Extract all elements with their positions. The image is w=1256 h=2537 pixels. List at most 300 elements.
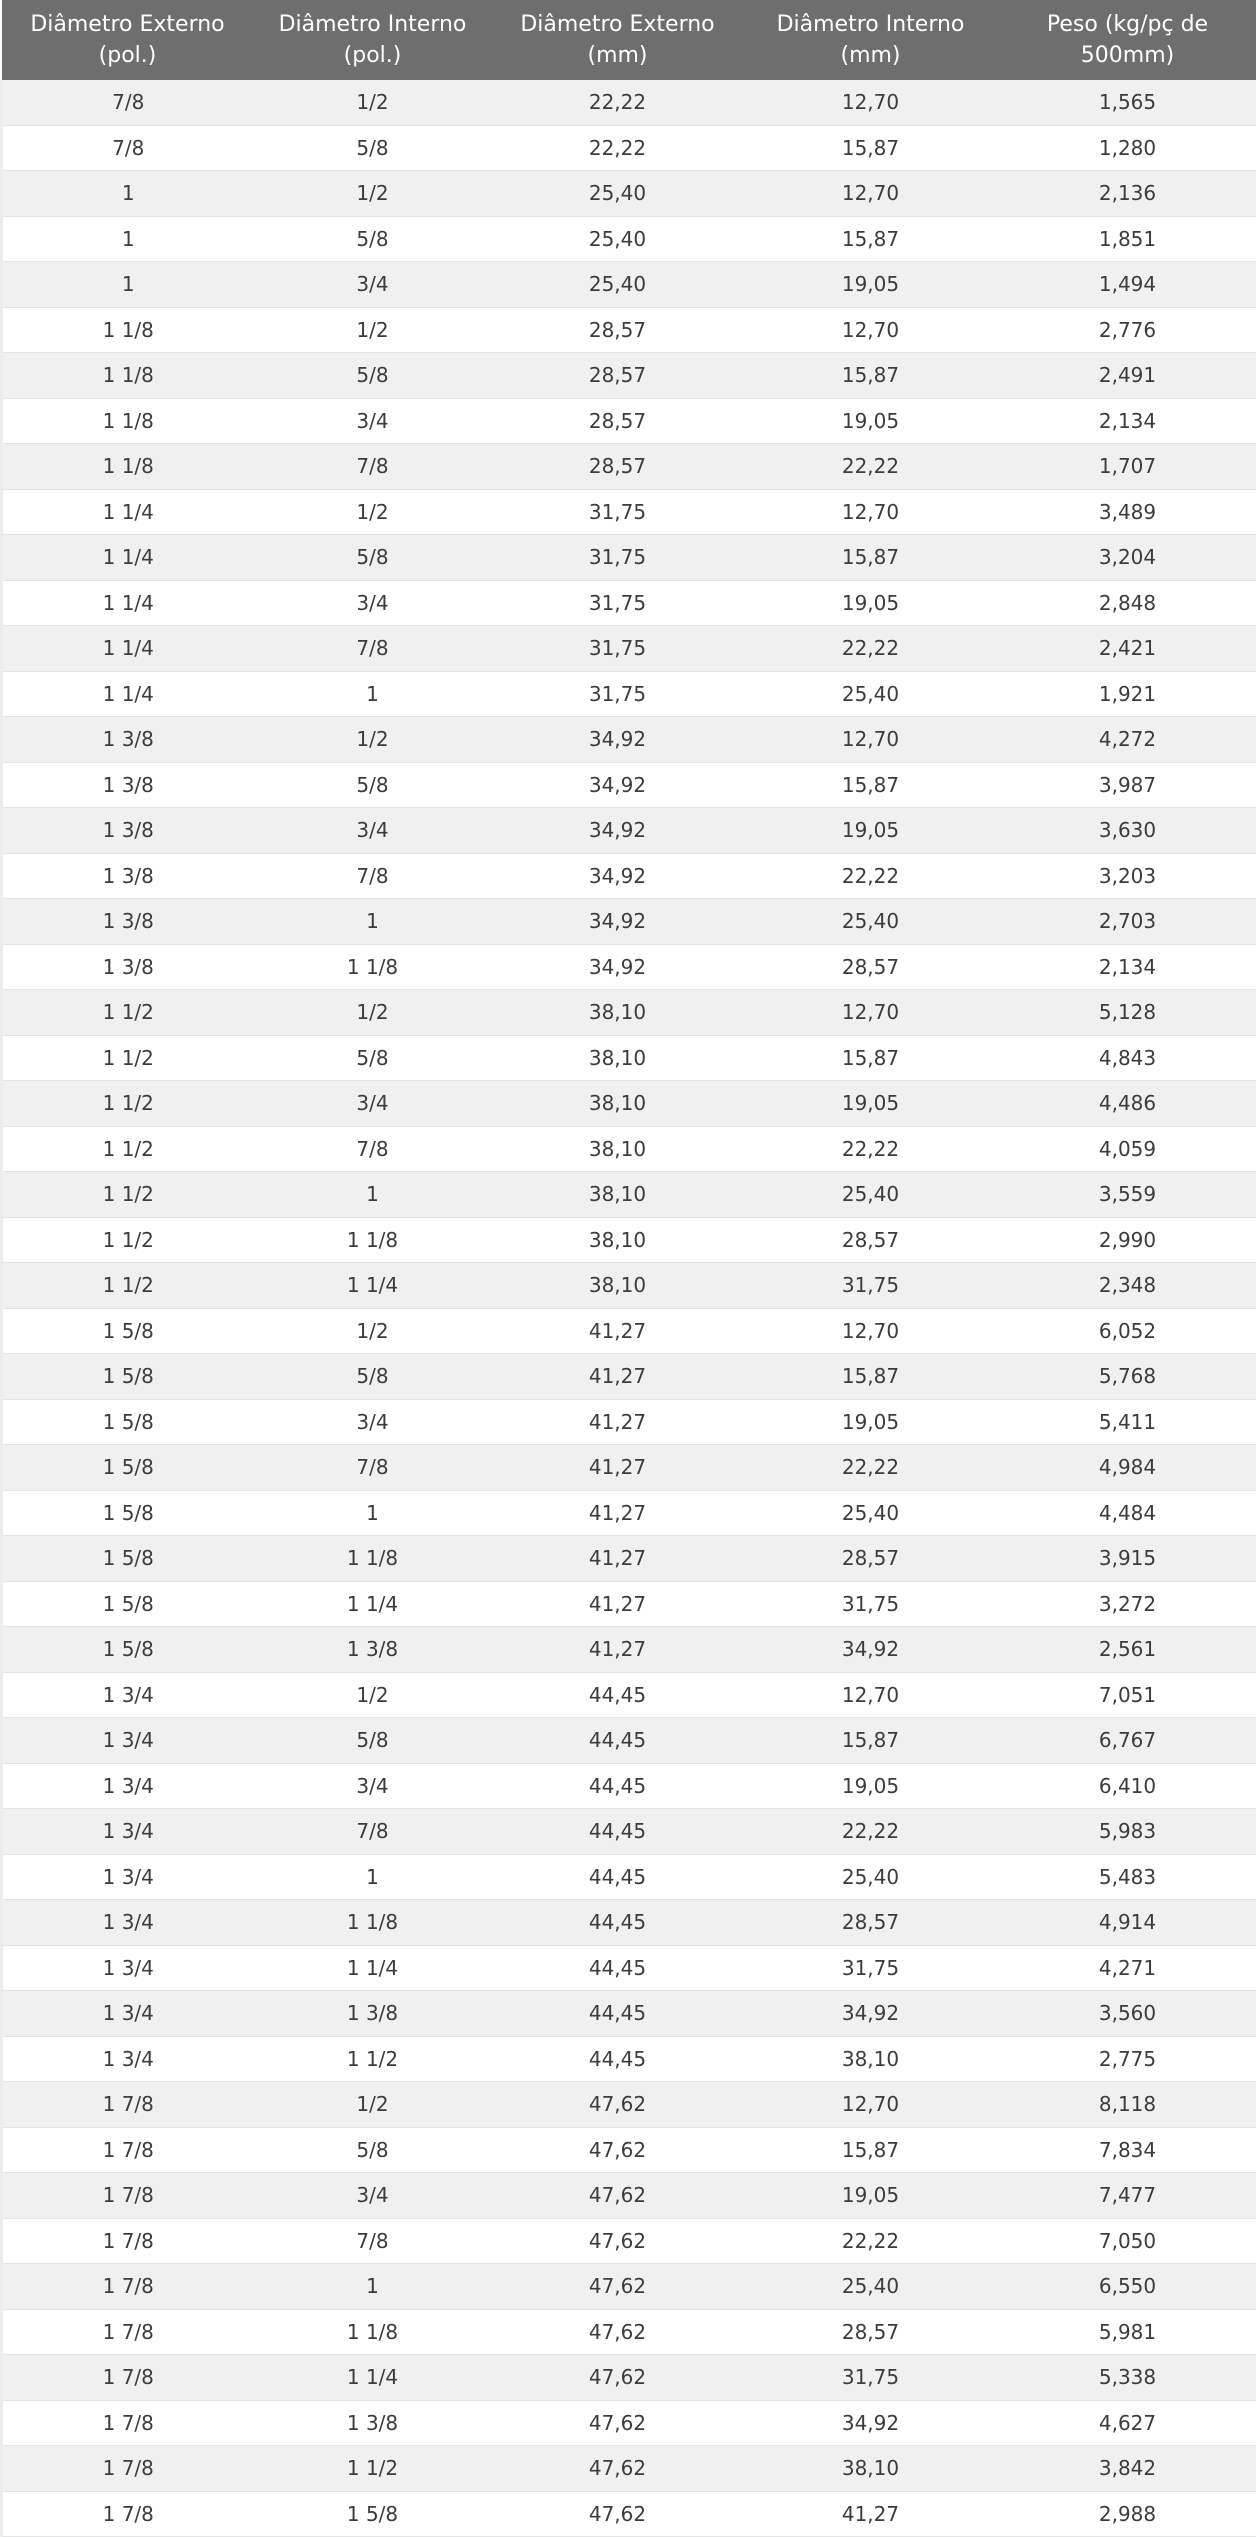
cell-inner-diameter-mm: 12,70 <box>744 307 998 353</box>
table-row <box>2 853 1256 899</box>
cell-weight: 3,915 <box>998 1536 1256 1582</box>
cell-inner-diameter-mm: 25,40 <box>744 1854 998 1900</box>
cell-outer-diameter-mm: 34,92 <box>492 944 744 990</box>
cell-outer-diameter-inch: 1 1/4 <box>2 580 254 626</box>
header-weight-line: 500mm) <box>1081 43 1174 68</box>
cell-outer-diameter-mm: 41,27 <box>492 1581 744 1627</box>
cell-outer-diameter-inch: 1 5/8 <box>2 1536 254 1582</box>
cell-inner-diameter-mm: 15,87 <box>744 1354 998 1400</box>
cell-inner-diameter-inch: 5/8 <box>254 1354 492 1400</box>
cell-inner-diameter-mm: 22,22 <box>744 1809 998 1855</box>
table-row <box>2 489 1256 535</box>
cell-inner-diameter-mm: 38,10 <box>744 2036 998 2082</box>
cell-weight: 3,560 <box>998 1991 1256 2037</box>
cell-inner-diameter-mm: 19,05 <box>744 398 998 444</box>
cell-inner-diameter-inch: 3/4 <box>254 1081 492 1127</box>
cell-weight: 3,204 <box>998 535 1256 581</box>
cell-inner-diameter-mm: 22,22 <box>744 444 998 490</box>
cell-weight: 5,483 <box>998 1854 1256 1900</box>
header-inner-diameter-inch-line: (pol.) <box>344 43 402 68</box>
cell-weight: 1,851 <box>998 216 1256 262</box>
cell-outer-diameter-mm: 44,45 <box>492 1945 744 1991</box>
cell-inner-diameter-mm: 25,40 <box>744 1490 998 1536</box>
cell-inner-diameter-mm: 15,87 <box>744 535 998 581</box>
table-row <box>2 1035 1256 1081</box>
table-row <box>2 2036 1256 2082</box>
table-row <box>2 1308 1256 1354</box>
cell-outer-diameter-mm: 25,40 <box>492 171 744 217</box>
header-outer-diameter-mm-line: Diâmetro Externo <box>520 12 714 37</box>
cell-inner-diameter-mm: 19,05 <box>744 1763 998 1809</box>
cell-inner-diameter-mm: 22,22 <box>744 1126 998 1172</box>
cell-inner-diameter-inch: 1 1/4 <box>254 1581 492 1627</box>
cell-weight: 2,703 <box>998 899 1256 945</box>
cell-inner-diameter-mm: 25,40 <box>744 2264 998 2310</box>
cell-outer-diameter-mm: 38,10 <box>492 1035 744 1081</box>
cell-weight: 2,136 <box>998 171 1256 217</box>
table-row <box>2 626 1256 672</box>
cell-weight: 4,486 <box>998 1081 1256 1127</box>
table-row <box>2 944 1256 990</box>
cell-outer-diameter-mm: 34,92 <box>492 808 744 854</box>
cell-outer-diameter-mm: 47,62 <box>492 2264 744 2310</box>
cell-outer-diameter-mm: 44,45 <box>492 2036 744 2082</box>
cell-inner-diameter-mm: 15,87 <box>744 216 998 262</box>
cell-outer-diameter-inch: 1 <box>2 262 254 308</box>
cell-inner-diameter-mm: 34,92 <box>744 1991 998 2037</box>
cell-inner-diameter-mm: 15,87 <box>744 762 998 808</box>
cell-weight: 3,630 <box>998 808 1256 854</box>
cell-inner-diameter-inch: 5/8 <box>254 353 492 399</box>
cell-weight: 3,203 <box>998 853 1256 899</box>
cell-outer-diameter-inch: 1 5/8 <box>2 1308 254 1354</box>
cell-weight: 2,421 <box>998 626 1256 672</box>
cell-inner-diameter-inch: 3/4 <box>254 1399 492 1445</box>
cell-weight: 5,768 <box>998 1354 1256 1400</box>
cell-weight: 7,050 <box>998 2218 1256 2264</box>
cell-outer-diameter-inch: 1 5/8 <box>2 1581 254 1627</box>
cell-inner-diameter-mm: 15,87 <box>744 2127 998 2173</box>
cell-weight: 2,848 <box>998 580 1256 626</box>
cell-outer-diameter-inch: 1 1/4 <box>2 671 254 717</box>
cell-outer-diameter-mm: 41,27 <box>492 1399 744 1445</box>
cell-outer-diameter-mm: 47,62 <box>492 2491 744 2537</box>
table-row <box>2 1217 1256 1263</box>
cell-outer-diameter-inch: 1 7/8 <box>2 2127 254 2173</box>
cell-outer-diameter-mm: 25,40 <box>492 262 744 308</box>
cell-inner-diameter-mm: 25,40 <box>744 671 998 717</box>
table-header-row <box>2 0 1256 80</box>
cell-outer-diameter-inch: 1 <box>2 171 254 217</box>
cell-outer-diameter-inch: 1 5/8 <box>2 1490 254 1536</box>
cell-weight: 2,134 <box>998 944 1256 990</box>
table-row <box>2 398 1256 444</box>
cell-weight: 3,272 <box>998 1581 1256 1627</box>
cell-outer-diameter-inch: 1 7/8 <box>2 2218 254 2264</box>
cell-weight: 8,118 <box>998 2082 1256 2128</box>
table-row <box>2 1809 1256 1855</box>
cell-outer-diameter-mm: 38,10 <box>492 990 744 1036</box>
cell-inner-diameter-inch: 5/8 <box>254 125 492 171</box>
cell-inner-diameter-mm: 25,40 <box>744 1172 998 1218</box>
cell-inner-diameter-inch: 1/2 <box>254 1672 492 1718</box>
header-inner-diameter-inch <box>254 0 492 80</box>
cell-weight: 2,348 <box>998 1263 1256 1309</box>
cell-weight: 1,921 <box>998 671 1256 717</box>
cell-outer-diameter-inch: 1 3/8 <box>2 762 254 808</box>
cell-inner-diameter-inch: 1 1/8 <box>254 2309 492 2355</box>
cell-inner-diameter-inch: 3/4 <box>254 398 492 444</box>
cell-inner-diameter-mm: 34,92 <box>744 1627 998 1673</box>
cell-outer-diameter-mm: 44,45 <box>492 1991 744 2037</box>
cell-inner-diameter-inch: 1 3/8 <box>254 1627 492 1673</box>
cell-inner-diameter-mm: 34,92 <box>744 2400 998 2446</box>
table-row <box>2 1172 1256 1218</box>
table-row <box>2 1627 1256 1673</box>
cell-inner-diameter-mm: 28,57 <box>744 1900 998 1946</box>
cell-outer-diameter-inch: 1 7/8 <box>2 2173 254 2219</box>
cell-outer-diameter-mm: 22,22 <box>492 125 744 171</box>
cell-outer-diameter-mm: 41,27 <box>492 1445 744 1491</box>
table-row <box>2 307 1256 353</box>
cell-weight: 2,134 <box>998 398 1256 444</box>
cell-outer-diameter-inch: 1 3/4 <box>2 2036 254 2082</box>
cell-outer-diameter-inch: 1 5/8 <box>2 1445 254 1491</box>
cell-inner-diameter-mm: 19,05 <box>744 262 998 308</box>
header-inner-diameter-mm <box>744 0 998 80</box>
cell-outer-diameter-mm: 47,62 <box>492 2082 744 2128</box>
cell-inner-diameter-inch: 1 5/8 <box>254 2491 492 2537</box>
cell-inner-diameter-mm: 31,75 <box>744 1581 998 1627</box>
cell-outer-diameter-inch: 1 1/2 <box>2 1126 254 1172</box>
cell-inner-diameter-inch: 1 1/8 <box>254 1217 492 1263</box>
cell-outer-diameter-inch: 1 5/8 <box>2 1399 254 1445</box>
cell-inner-diameter-mm: 25,40 <box>744 899 998 945</box>
cell-inner-diameter-mm: 15,87 <box>744 353 998 399</box>
cell-outer-diameter-inch: 1 3/4 <box>2 1900 254 1946</box>
cell-outer-diameter-inch: 1 3/4 <box>2 1718 254 1764</box>
cell-inner-diameter-mm: 38,10 <box>744 2446 998 2492</box>
header-outer-diameter-inch <box>2 0 254 80</box>
table-row <box>2 2309 1256 2355</box>
table-row <box>2 990 1256 1036</box>
cell-inner-diameter-inch: 7/8 <box>254 1126 492 1172</box>
cell-outer-diameter-mm: 44,45 <box>492 1763 744 1809</box>
table-body <box>2 80 1256 2537</box>
cell-inner-diameter-mm: 31,75 <box>744 2355 998 2401</box>
cell-inner-diameter-inch: 7/8 <box>254 626 492 672</box>
cell-weight: 6,550 <box>998 2264 1256 2310</box>
cell-inner-diameter-inch: 3/4 <box>254 1763 492 1809</box>
cell-inner-diameter-inch: 5/8 <box>254 1718 492 1764</box>
cell-inner-diameter-inch: 7/8 <box>254 853 492 899</box>
cell-outer-diameter-mm: 44,45 <box>492 1718 744 1764</box>
cell-outer-diameter-mm: 41,27 <box>492 1354 744 1400</box>
cell-inner-diameter-mm: 12,70 <box>744 80 998 125</box>
table-row <box>2 1490 1256 1536</box>
cell-outer-diameter-inch: 1 1/4 <box>2 535 254 581</box>
table-row <box>2 2082 1256 2128</box>
cell-outer-diameter-mm: 44,45 <box>492 1672 744 1718</box>
cell-inner-diameter-mm: 12,70 <box>744 2082 998 2128</box>
table-row <box>2 2446 1256 2492</box>
cell-weight: 3,559 <box>998 1172 1256 1218</box>
cell-outer-diameter-inch: 1 7/8 <box>2 2355 254 2401</box>
table-row <box>2 1126 1256 1172</box>
cell-inner-diameter-mm: 22,22 <box>744 626 998 672</box>
cell-outer-diameter-inch: 1 1/2 <box>2 1217 254 1263</box>
table-row <box>2 2218 1256 2264</box>
cell-weight: 5,981 <box>998 2309 1256 2355</box>
cell-weight: 4,627 <box>998 2400 1256 2446</box>
cell-inner-diameter-inch: 3/4 <box>254 808 492 854</box>
cell-outer-diameter-inch: 1 1/4 <box>2 626 254 672</box>
cell-outer-diameter-inch: 1 1/2 <box>2 1172 254 1218</box>
cell-outer-diameter-inch: 7/8 <box>2 80 254 125</box>
header-outer-diameter-inch-line: (pol.) <box>99 43 157 68</box>
cell-outer-diameter-inch: 1 1/4 <box>2 489 254 535</box>
cell-outer-diameter-mm: 44,45 <box>492 1854 744 1900</box>
cell-weight: 4,484 <box>998 1490 1256 1536</box>
cell-weight: 7,051 <box>998 1672 1256 1718</box>
header-inner-diameter-mm-line: (mm) <box>840 43 900 68</box>
cell-inner-diameter-mm: 12,70 <box>744 1308 998 1354</box>
cell-weight: 5,983 <box>998 1809 1256 1855</box>
cell-inner-diameter-inch: 1 <box>254 899 492 945</box>
cell-inner-diameter-mm: 19,05 <box>744 2173 998 2219</box>
cell-inner-diameter-mm: 12,70 <box>744 990 998 1036</box>
cell-inner-diameter-mm: 15,87 <box>744 1035 998 1081</box>
cell-inner-diameter-inch: 7/8 <box>254 1445 492 1491</box>
cell-inner-diameter-inch: 1 1/8 <box>254 1536 492 1582</box>
cell-inner-diameter-inch: 1 1/8 <box>254 944 492 990</box>
cell-outer-diameter-inch: 1 3/8 <box>2 808 254 854</box>
cell-inner-diameter-mm: 28,57 <box>744 2309 998 2355</box>
cell-outer-diameter-inch: 1 7/8 <box>2 2309 254 2355</box>
cell-outer-diameter-mm: 34,92 <box>492 762 744 808</box>
cell-inner-diameter-mm: 22,22 <box>744 2218 998 2264</box>
cell-outer-diameter-inch: 1 7/8 <box>2 2446 254 2492</box>
cell-outer-diameter-inch: 1 3/8 <box>2 853 254 899</box>
cell-inner-diameter-mm: 22,22 <box>744 1445 998 1491</box>
cell-outer-diameter-mm: 44,45 <box>492 1900 744 1946</box>
cell-outer-diameter-mm: 25,40 <box>492 216 744 262</box>
cell-outer-diameter-mm: 34,92 <box>492 899 744 945</box>
cell-inner-diameter-inch: 5/8 <box>254 216 492 262</box>
cell-outer-diameter-inch: 1 <box>2 216 254 262</box>
cell-outer-diameter-inch: 1 7/8 <box>2 2400 254 2446</box>
cell-outer-diameter-mm: 41,27 <box>492 1490 744 1536</box>
cell-outer-diameter-inch: 1 1/2 <box>2 1081 254 1127</box>
cell-inner-diameter-inch: 1 <box>254 1490 492 1536</box>
cell-inner-diameter-inch: 1/2 <box>254 307 492 353</box>
cell-outer-diameter-inch: 1 3/4 <box>2 1991 254 2037</box>
cell-inner-diameter-inch: 5/8 <box>254 762 492 808</box>
table-row <box>2 1763 1256 1809</box>
cell-inner-diameter-mm: 22,22 <box>744 853 998 899</box>
header-inner-diameter-mm-line: Diâmetro Interno <box>777 12 965 37</box>
cell-inner-diameter-inch: 1 <box>254 2264 492 2310</box>
cell-inner-diameter-inch: 7/8 <box>254 2218 492 2264</box>
cell-inner-diameter-inch: 5/8 <box>254 2127 492 2173</box>
cell-inner-diameter-inch: 3/4 <box>254 2173 492 2219</box>
table-row <box>2 1854 1256 1900</box>
cell-inner-diameter-inch: 1 1/8 <box>254 1900 492 1946</box>
cell-outer-diameter-mm: 47,62 <box>492 2355 744 2401</box>
cell-outer-diameter-mm: 44,45 <box>492 1809 744 1855</box>
cell-outer-diameter-inch: 1 5/8 <box>2 1354 254 1400</box>
cell-outer-diameter-inch: 1 3/8 <box>2 944 254 990</box>
cell-outer-diameter-mm: 28,57 <box>492 353 744 399</box>
table-row <box>2 171 1256 217</box>
cell-outer-diameter-inch: 1 3/4 <box>2 1945 254 1991</box>
cell-inner-diameter-inch: 1 1/4 <box>254 1945 492 1991</box>
cell-inner-diameter-mm: 19,05 <box>744 580 998 626</box>
table-row <box>2 2173 1256 2219</box>
cell-inner-diameter-mm: 19,05 <box>744 1081 998 1127</box>
table-row <box>2 2355 1256 2401</box>
table-row <box>2 535 1256 581</box>
header-inner-diameter-inch-line: Diâmetro Interno <box>279 12 467 37</box>
cell-outer-diameter-mm: 38,10 <box>492 1126 744 1172</box>
cell-inner-diameter-inch: 1 1/4 <box>254 2355 492 2401</box>
cell-inner-diameter-inch: 5/8 <box>254 535 492 581</box>
table-row <box>2 1354 1256 1400</box>
cell-inner-diameter-mm: 15,87 <box>744 1718 998 1764</box>
cell-outer-diameter-mm: 47,62 <box>492 2400 744 2446</box>
cell-outer-diameter-inch: 1 1/2 <box>2 990 254 1036</box>
cell-inner-diameter-inch: 1/2 <box>254 489 492 535</box>
cell-outer-diameter-inch: 1 1/8 <box>2 307 254 353</box>
cell-outer-diameter-mm: 28,57 <box>492 444 744 490</box>
cell-inner-diameter-inch: 1/2 <box>254 1308 492 1354</box>
cell-outer-diameter-mm: 31,75 <box>492 535 744 581</box>
cell-inner-diameter-inch: 1/2 <box>254 80 492 125</box>
cell-weight: 1,280 <box>998 125 1256 171</box>
cell-inner-diameter-mm: 15,87 <box>744 125 998 171</box>
cell-outer-diameter-inch: 1 7/8 <box>2 2264 254 2310</box>
cell-weight: 4,984 <box>998 1445 1256 1491</box>
cell-outer-diameter-inch: 1 3/8 <box>2 899 254 945</box>
table-row <box>2 1536 1256 1582</box>
cell-inner-diameter-inch: 1 1/2 <box>254 2036 492 2082</box>
cell-weight: 3,987 <box>998 762 1256 808</box>
cell-weight: 2,775 <box>998 2036 1256 2082</box>
table-row <box>2 1900 1256 1946</box>
cell-outer-diameter-mm: 38,10 <box>492 1217 744 1263</box>
cell-outer-diameter-mm: 47,62 <box>492 2446 744 2492</box>
table-row <box>2 2127 1256 2173</box>
cell-outer-diameter-mm: 28,57 <box>492 398 744 444</box>
table-row <box>2 580 1256 626</box>
cell-weight: 6,410 <box>998 1763 1256 1809</box>
cell-outer-diameter-mm: 47,62 <box>492 2173 744 2219</box>
cell-inner-diameter-mm: 12,70 <box>744 171 998 217</box>
cell-outer-diameter-mm: 28,57 <box>492 307 744 353</box>
cell-weight: 5,338 <box>998 2355 1256 2401</box>
table-row <box>2 1991 1256 2037</box>
header-weight-line: Peso (kg/pç de <box>1047 12 1208 37</box>
cell-outer-diameter-mm: 41,27 <box>492 1627 744 1673</box>
cell-weight: 3,842 <box>998 2446 1256 2492</box>
cell-outer-diameter-mm: 38,10 <box>492 1263 744 1309</box>
cell-outer-diameter-mm: 31,75 <box>492 489 744 535</box>
table-row <box>2 1718 1256 1764</box>
cell-inner-diameter-mm: 28,57 <box>744 944 998 990</box>
cell-outer-diameter-mm: 34,92 <box>492 717 744 763</box>
header-outer-diameter-inch-line: Diâmetro Externo <box>30 12 224 37</box>
table-row <box>2 1399 1256 1445</box>
cell-outer-diameter-inch: 1 3/4 <box>2 1854 254 1900</box>
cell-outer-diameter-inch: 7/8 <box>2 125 254 171</box>
cell-weight: 4,272 <box>998 717 1256 763</box>
cell-outer-diameter-inch: 1 3/4 <box>2 1672 254 1718</box>
cell-outer-diameter-inch: 1 1/8 <box>2 353 254 399</box>
table-row <box>2 1445 1256 1491</box>
cell-inner-diameter-inch: 1 1/2 <box>254 2446 492 2492</box>
cell-inner-diameter-mm: 41,27 <box>744 2491 998 2537</box>
cell-outer-diameter-inch: 1 1/8 <box>2 398 254 444</box>
cell-inner-diameter-inch: 7/8 <box>254 1809 492 1855</box>
cell-outer-diameter-inch: 1 1/2 <box>2 1263 254 1309</box>
cell-inner-diameter-inch: 1 <box>254 1172 492 1218</box>
table-row <box>2 2400 1256 2446</box>
cell-outer-diameter-mm: 47,62 <box>492 2309 744 2355</box>
cell-inner-diameter-inch: 1/2 <box>254 717 492 763</box>
cell-inner-diameter-mm: 28,57 <box>744 1217 998 1263</box>
cell-outer-diameter-mm: 31,75 <box>492 626 744 672</box>
cell-inner-diameter-mm: 28,57 <box>744 1536 998 1582</box>
cell-outer-diameter-mm: 22,22 <box>492 80 744 125</box>
cell-weight: 2,776 <box>998 307 1256 353</box>
table-row <box>2 1945 1256 1991</box>
cell-weight: 1,707 <box>998 444 1256 490</box>
cell-inner-diameter-mm: 31,75 <box>744 1945 998 1991</box>
cell-weight: 4,843 <box>998 1035 1256 1081</box>
cell-weight: 2,990 <box>998 1217 1256 1263</box>
header-weight <box>998 0 1256 80</box>
cell-outer-diameter-inch: 1 3/4 <box>2 1809 254 1855</box>
header-outer-diameter-mm-line: (mm) <box>587 43 647 68</box>
cell-weight: 1,494 <box>998 262 1256 308</box>
cell-outer-diameter-inch: 1 1/2 <box>2 1035 254 1081</box>
cell-outer-diameter-mm: 31,75 <box>492 671 744 717</box>
cell-outer-diameter-inch: 1 3/4 <box>2 1763 254 1809</box>
table-row <box>2 80 1256 125</box>
table-row <box>2 125 1256 171</box>
cell-inner-diameter-inch: 1/2 <box>254 2082 492 2128</box>
cell-weight: 4,271 <box>998 1945 1256 1991</box>
cell-inner-diameter-mm: 12,70 <box>744 1672 998 1718</box>
cell-inner-diameter-inch: 1 <box>254 671 492 717</box>
cell-inner-diameter-inch: 1 1/4 <box>254 1263 492 1309</box>
cell-outer-diameter-inch: 1 1/8 <box>2 444 254 490</box>
cell-outer-diameter-inch: 1 5/8 <box>2 1627 254 1673</box>
cell-inner-diameter-inch: 3/4 <box>254 262 492 308</box>
cell-inner-diameter-inch: 3/4 <box>254 580 492 626</box>
cell-outer-diameter-mm: 34,92 <box>492 853 744 899</box>
cell-outer-diameter-mm: 41,27 <box>492 1308 744 1354</box>
cell-inner-diameter-inch: 1 3/8 <box>254 2400 492 2446</box>
table-header <box>2 0 1256 80</box>
cell-outer-diameter-mm: 47,62 <box>492 2218 744 2264</box>
cell-weight: 1,565 <box>998 80 1256 125</box>
cell-weight: 3,489 <box>998 489 1256 535</box>
cell-weight: 2,988 <box>998 2491 1256 2537</box>
cell-weight: 7,477 <box>998 2173 1256 2219</box>
table-row <box>2 899 1256 945</box>
table-row <box>2 1081 1256 1127</box>
